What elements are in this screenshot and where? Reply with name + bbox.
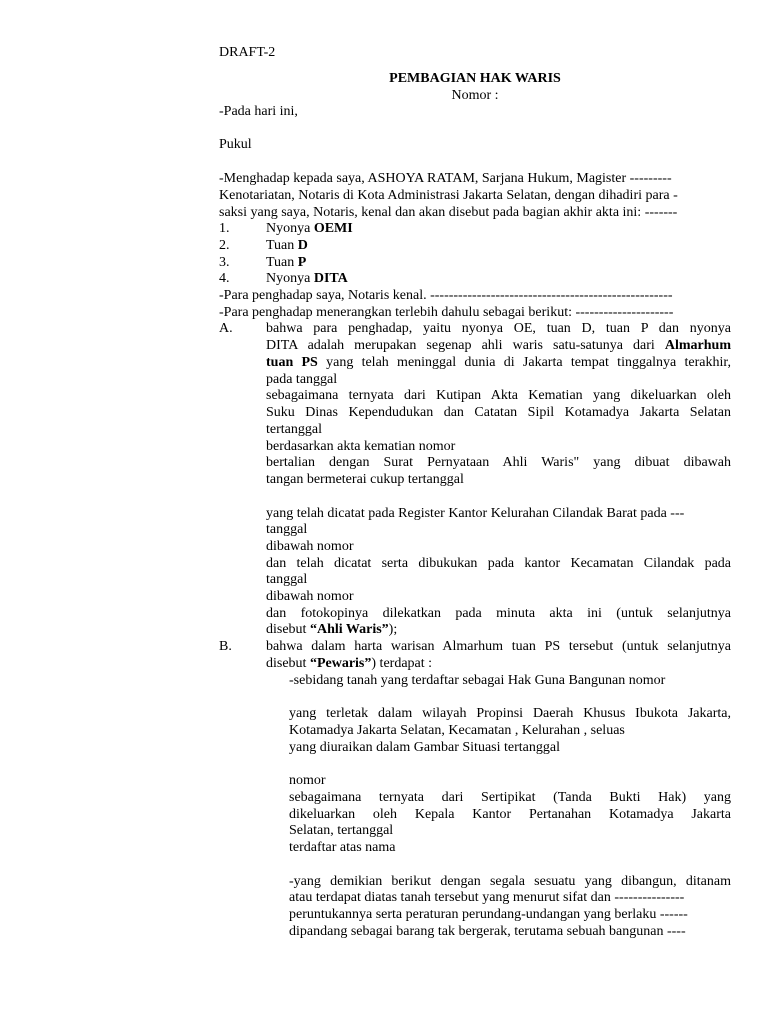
section-b-line: [266, 656, 731, 673]
section-b-sub-line: yang terletak dalam wilayah Propinsi Daerah Khusus Ibukota Jakarta,: [289, 706, 731, 721]
section-b-text: ) terdapat :: [371, 656, 433, 671]
intro-line-2: Kenotariatan, Notaris di Kota Administrasi Jakarta Selatan, dengan dihadiri para -: [219, 188, 678, 203]
section-a-text: DITA adalah merupakan segenap ahli waris satu-satunya dari: [266, 338, 655, 353]
deceased-label: Almarhum: [664, 338, 731, 353]
explain-statement: -Para penghadap menerangkan terlebih dahulu sebagai berikut: ---------------------: [219, 305, 674, 320]
document-title: PEMBAGIAN HAK WARIS: [389, 71, 561, 86]
section-a-line: berdasarkan akta kematian nomor: [266, 439, 456, 454]
party-item: [266, 238, 308, 255]
section-a-line: [266, 355, 731, 372]
section-a-line: sebagaimana ternyata dari Kutipan Akta Kematian yang dikeluarkan oleh: [266, 388, 731, 403]
intro-line-3: saksi yang saya, Notaris, kenal dan akan disebut pada bagian akhir akta ini: -------: [219, 205, 678, 220]
party-item: [266, 271, 348, 288]
known-statement: -Para penghadap saya, Notaris kenal. ----------------------------------------------------: [219, 288, 673, 303]
section-a-line: [266, 622, 731, 639]
party-name: P: [297, 255, 307, 270]
section-b-sub-line: yang diuraikan dalam Gambar Situasi tertanggal: [289, 740, 560, 755]
section-b-line: bahwa dalam harta warisan Almarhum tuan PS tersebut (untuk selanjutnya: [266, 639, 731, 654]
section-a-line: [266, 338, 731, 355]
party-number: 2.: [219, 238, 230, 253]
testator-term: “Pewaris”: [309, 656, 372, 671]
section-a-line: yang telah dicatat pada Register Kantor Kelurahan Cilandak Barat pada ---: [266, 506, 685, 521]
section-b-label: B.: [219, 639, 232, 654]
heirs-term: “Ahli Waris”: [309, 622, 389, 637]
section-b-sub-line: peruntukannya serta peraturan perundang-undangan yang berlaku ------: [289, 907, 688, 922]
section-a-line: tanggal: [266, 522, 308, 537]
section-a-line: bahwa para penghadap, yaitu nyonya OE, tuan D, tuan P dan nyonya: [266, 321, 731, 336]
party-item: [266, 255, 306, 272]
section-b-sub-line: nomor: [289, 773, 326, 788]
section-b-sub-line: terdaftar atas nama: [289, 840, 396, 855]
document-number: Nomor :: [451, 88, 499, 103]
party-name: DITA: [313, 271, 348, 286]
section-a-line: dan fotokopinya dilekatkan pada minuta akta ini (untuk selanjutnya: [266, 606, 731, 621]
party-title: Tuan: [266, 238, 295, 253]
section-b-sub-line: -sebidang tanah yang terdaftar sebagai Hak Guna Bangunan nomor: [289, 673, 666, 688]
party-item: [266, 221, 353, 238]
time-line: Pukul: [219, 137, 252, 152]
section-b-text: disebut: [266, 656, 307, 671]
section-b-sub-line: Selatan, tertanggal: [289, 823, 394, 838]
section-b-sub-line: -yang demikian berikut dengan segala sesuatu yang dibangun, ditanam: [289, 874, 731, 889]
section-a-label: A.: [219, 321, 233, 336]
section-a-line: tertanggal: [266, 422, 322, 437]
section-a-line: tangan bermeterai cukup tertanggal: [266, 472, 464, 487]
day-line: -Pada hari ini,: [219, 104, 298, 119]
section-a-line: pada tanggal: [266, 372, 338, 387]
party-title: Nyonya: [266, 221, 311, 236]
party-number: 3.: [219, 255, 230, 270]
section-a-line: tanggal: [266, 572, 308, 587]
draft-label: DRAFT-2: [219, 45, 276, 60]
section-b-sub-line: Kotamadya Jakarta Selatan, Kecamatan , Kelurahan , seluas: [289, 723, 625, 738]
intro-line-1: -Menghadap kepada saya, ASHOYA RATAM, Sarjana Hukum, Magister ---------: [219, 171, 672, 186]
section-b-sub-line: dipandang sebagai barang tak bergerak, terutama sebuah bangunan ----: [289, 924, 686, 939]
section-a-line: bertalian dengan Surat Pernyataan Ahli Waris" yang dibuat dibawah: [266, 455, 731, 470]
deceased-name: tuan PS: [266, 355, 318, 370]
party-name: OEMI: [313, 221, 353, 236]
section-b-sub-line: sebagaimana ternyata dari Sertipikat (Tanda Bukti Hak) yang: [289, 790, 731, 805]
section-b-sub-line: dikeluarkan oleh Kepala Kantor Pertanahan Kotamadya Jakarta: [289, 807, 731, 822]
section-a-line: dan telah dicatat serta dibukukan pada kantor Kecamatan Cilandak pada: [266, 556, 731, 571]
section-b-sub-line: atau terdapat diatas tanah tersebut yang menurut sifat dan ---------------: [289, 890, 685, 905]
section-a-text: disebut: [266, 622, 307, 637]
section-a-line: dibawah nomor: [266, 589, 354, 604]
section-a-line: dibawah nomor: [266, 539, 354, 554]
section-a-text: );: [388, 622, 398, 637]
section-a-line: Suku Dinas Kependudukan dan Catatan Sipil Kotamadya Jakarta Selatan: [266, 405, 731, 420]
party-number: 1.: [219, 221, 230, 236]
party-number: 4.: [219, 271, 230, 286]
section-a-text: yang telah meninggal dunia di Jakarta tempat tinggalnya terakhir,: [326, 355, 731, 370]
party-title: Nyonya: [266, 271, 311, 286]
party-name: D: [297, 238, 308, 253]
party-title: Tuan: [266, 255, 295, 270]
